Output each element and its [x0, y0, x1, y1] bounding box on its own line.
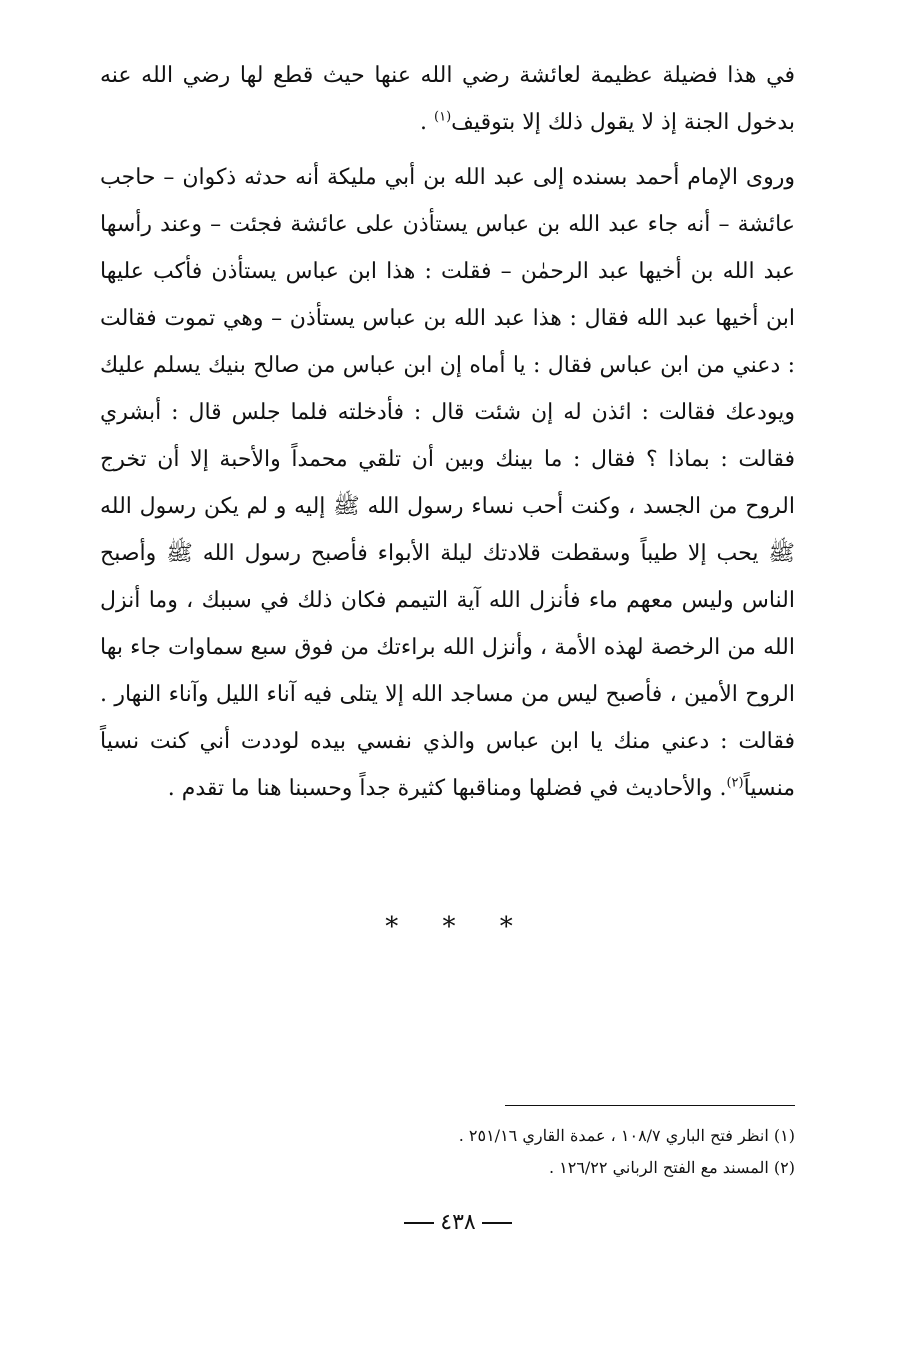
- page-number-block: [0, 1210, 916, 1235]
- page-number-dash-left: [404, 1222, 434, 1224]
- main-text: [100, 52, 795, 812]
- footnote-divider: [505, 1105, 795, 1106]
- page-number: ٤٣٨: [440, 1210, 476, 1235]
- footnotes: [300, 1120, 795, 1184]
- paragraph-1-text: في هذا فضيلة عظيمة لعائشة رضي الله عنها حيث قطع لها رضي الله عنه بدخول الجنة إذ لا يقول ذلك إلا بتوقيف: [100, 63, 795, 135]
- footnote-marker-2: (٢): [726, 775, 744, 791]
- paragraph-2: [100, 154, 795, 812]
- paragraph-2-text: وروى الإمام أحمد بسنده إلى عبد الله بن أبي مليكة أنه حدثه ذكوان – حاجب عائشة – أنه جاء عبد الله بن عباس يستأذن على عائشة فجئت – وعند رأسها عبد الله بن أخيها عبد الرحمٰن – فقلت : هذا ابن عباس يستأذن فأكب عليها ابن أخيها عبد الله فقال : هذا عبد الله بن عباس يستأذن – وهي تموت فقالت : دعني من ابن عباس فقال : يا أماه إن ابن عباس من صالح بنيك يسلم عليك ويودعك فقالت : ائذن له إن شئت قال : فأدخلته فلما جلس قال : أبشري فقالت : بماذا ؟ فقال : ما بينك وبين أن تلقي محمداً والأحبة إلا أن تخرج الروح من الجسد ، وكنت أحب نساء رسول الله ﷺ إليه و لم يكن رسول الله ﷺ يحب إلا طيباً وسقطت قلادتك ليلة الأبواء فأصبح رسول الله ﷺ وأصبح الناس وليس معهم ماء فأنزل الله آية التيمم فكان ذلك في سببك ، وما أنزل الله من الرخصة لهذه الأمة ، وأنزل الله براءتك من فوق سبع سماوات جاء بها الروح الأمين ، فأصبح ليس من مساجد الله إلا يتلى فيه آناء الليل وآناء النهار . فقالت : دعني منك يا ابن عباس والذي نفسي بيده لوددت أني كنت نسياً منسياً: [100, 165, 795, 801]
- paragraph-1-tail: .: [420, 110, 435, 135]
- page-number-dash-right: [482, 1222, 512, 1224]
- section-separator: * * *: [385, 912, 531, 942]
- footnote-1: (١) انظر فتح الباري ١٠٨/٧ ، عمدة القاري ٢٥١/١٦ .: [458, 1126, 795, 1145]
- footnote-marker-1: (١): [434, 109, 452, 125]
- paragraph-2-tail: . والأحاديث في فضلها ومناقبها كثيرة جداً وحسبنا هنا ما تقدم .: [167, 776, 727, 801]
- paragraph-1: [100, 52, 795, 146]
- footnote-2: (٢) المسند مع الفتح الرباني ١٢٦/٢٢ .: [548, 1158, 795, 1177]
